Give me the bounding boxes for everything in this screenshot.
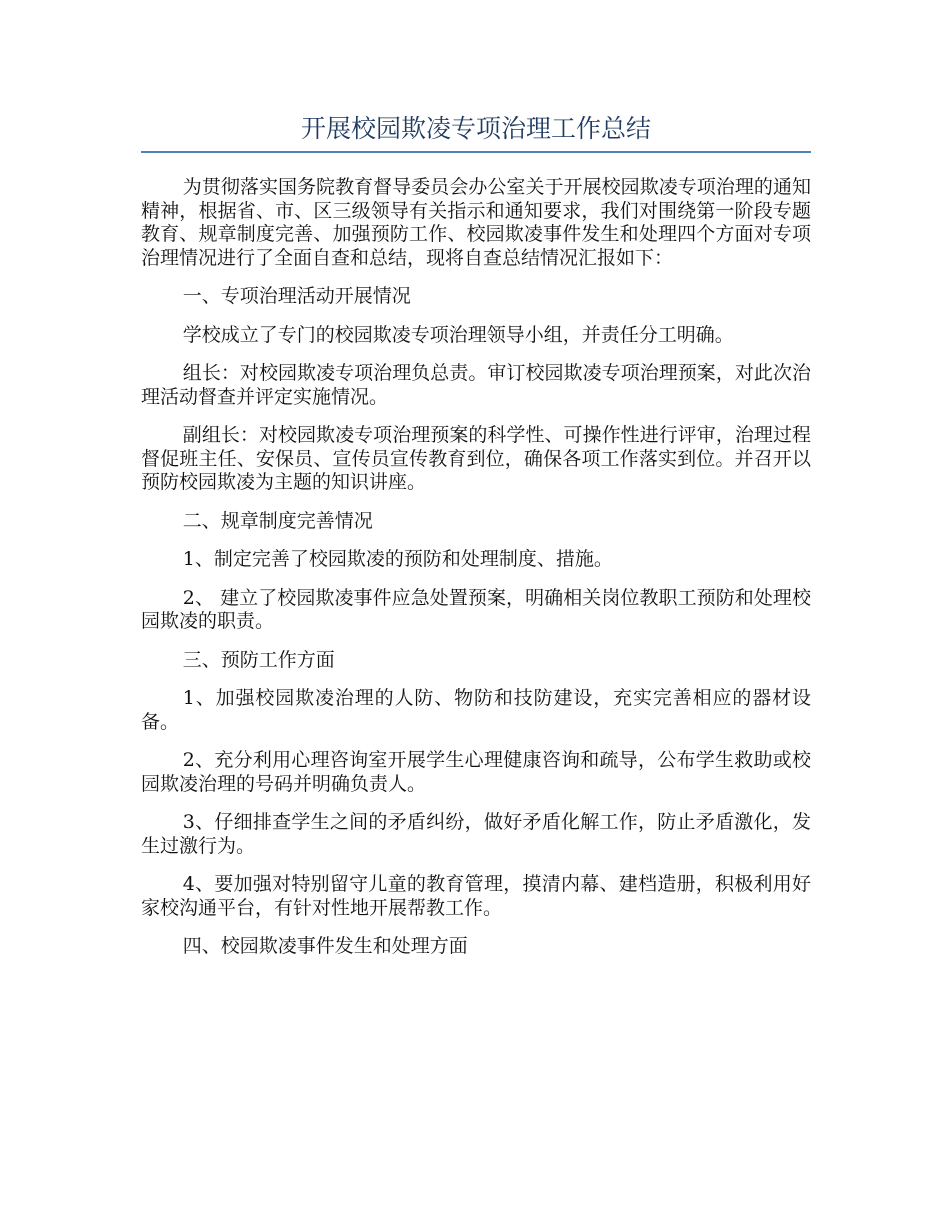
list-item: 3、仔细排查学生之间的矛盾纠纷，做好矛盾化解工作，防止矛盾激化，发生过激行为。 [141, 811, 811, 857]
list-item: 2、充分利用心理咨询室开展学生心理健康咨询和疏导，公布学生救助或校园欺凌治理的号码并明确负责人。 [141, 749, 811, 795]
body-paragraph: 组长：对校园欺凌专项治理负总责。审订校园欺凌专项治理预案，对此次治理活动督查并评定实施情况。 [141, 362, 811, 408]
document-title: 开展校园欺凌专项治理工作总结 [300, 114, 651, 143]
body-paragraph: 学校成立了专门的校园欺凌专项治理领导小组，并责任分工明确。 [182, 323, 734, 346]
section-heading-1: 一、专项治理活动开展情况 [182, 285, 411, 307]
title-underline [141, 151, 811, 153]
list-item: 4、要加强对特别留守儿童的教育管理，摸清内幕、建档造册，积极利用好家校沟通平台，有针对性地开展帮教工作。 [141, 873, 811, 919]
section-heading-3: 三、预防工作方面 [182, 648, 335, 671]
list-item: 1、加强校园欺凌治理的人防、物防和技防建设，充实完善相应的器材设备。 [141, 687, 811, 733]
section-heading-4: 四、校园欺凌事件发生和处理方面 [182, 935, 468, 957]
document-body [141, 176, 811, 959]
intro-paragraph: 为贯彻落实国务院教育督导委员会办公室关于开展校园欺凌专项治理的通知精神，根据省、市、区三级领导有关指示和通知要求，我们对围绕第一阶段专题教育、规章制度完善、加强预防工作、校园欺凌事件发生和处理四个方面对专项治理情况进行了全面自查和总结，现将自查总结情况汇报如下： [141, 176, 811, 269]
list-item: 1、制定完善了校园欺凌的预防和处理制度、措施。 [182, 548, 613, 570]
document-page [141, 0, 811, 974]
section-heading-2: 二、规章制度完善情况 [182, 509, 373, 532]
body-paragraph: 副组长：对校园欺凌专项治理预案的科学性、可操作性进行评审，治理过程督促班主任、安保员、宣传员宣传教育到位，确保各项工作落实到位。并召开以预防校园欺凌为主题的知识讲座。 [141, 424, 811, 493]
list-item: 2、 建立了校园欺凌事件应急处置预案，明确相关岗位教职工预防和处理校园欺凌的职责。 [141, 586, 811, 632]
